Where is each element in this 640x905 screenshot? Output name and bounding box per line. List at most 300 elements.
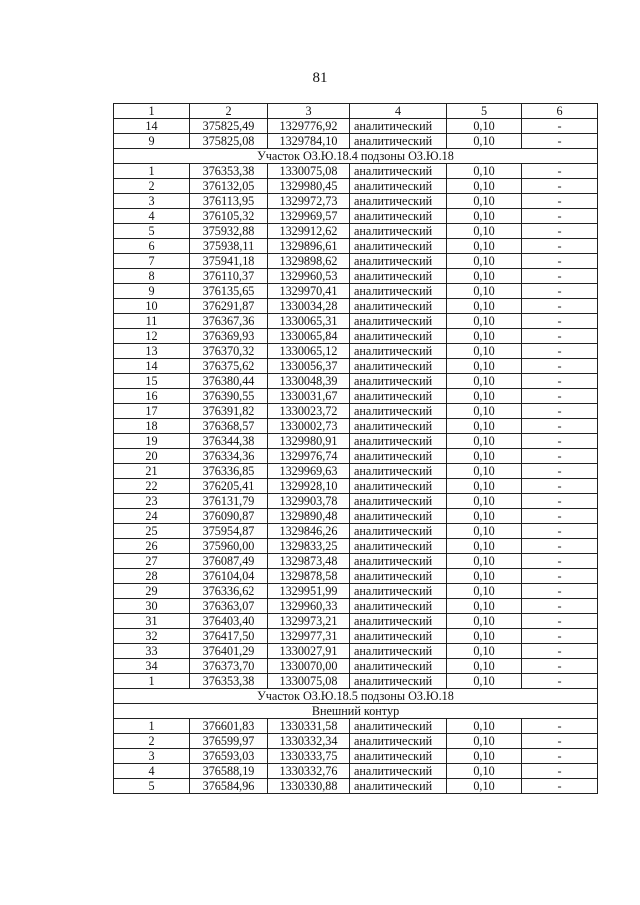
table-cell: 1329973,21 bbox=[268, 614, 350, 629]
header-cell: 2 bbox=[190, 104, 268, 119]
table-cell: 376087,49 bbox=[190, 554, 268, 569]
table-cell: - bbox=[522, 209, 598, 224]
table-cell: - bbox=[522, 314, 598, 329]
table-cell: - bbox=[522, 389, 598, 404]
table-cell: - bbox=[522, 419, 598, 434]
coordinates-table bbox=[113, 103, 598, 794]
table-cell: аналитический bbox=[350, 194, 447, 209]
table-cell: - bbox=[522, 119, 598, 134]
table-cell: - bbox=[522, 599, 598, 614]
table-cell: 1330332,76 bbox=[268, 764, 350, 779]
table-cell: 376375,62 bbox=[190, 359, 268, 374]
table-cell: 0,10 bbox=[447, 569, 522, 584]
table-cell: 376131,79 bbox=[190, 494, 268, 509]
header-cell: 3 bbox=[268, 104, 350, 119]
table-cell: 16 bbox=[114, 389, 190, 404]
table-cell: 1329980,45 bbox=[268, 179, 350, 194]
table-cell: 376380,44 bbox=[190, 374, 268, 389]
table-cell: аналитический bbox=[350, 419, 447, 434]
table-cell: 19 bbox=[114, 434, 190, 449]
table-cell: 376105,32 bbox=[190, 209, 268, 224]
table-cell: аналитический bbox=[350, 749, 447, 764]
table-cell: 23 bbox=[114, 494, 190, 509]
table-row bbox=[114, 779, 598, 794]
table-cell: 1329903,78 bbox=[268, 494, 350, 509]
table-cell: - bbox=[522, 224, 598, 239]
table-cell: аналитический bbox=[350, 134, 447, 149]
table-cell: 10 bbox=[114, 299, 190, 314]
section-heading-row bbox=[114, 149, 598, 164]
table-cell: 1329833,25 bbox=[268, 539, 350, 554]
table-cell: - bbox=[522, 134, 598, 149]
table-cell: 1329951,99 bbox=[268, 584, 350, 599]
table-cell: - bbox=[522, 194, 598, 209]
table-cell: 0,10 bbox=[447, 764, 522, 779]
table-cell: 6 bbox=[114, 239, 190, 254]
table-cell: аналитический bbox=[350, 539, 447, 554]
table-cell: 34 bbox=[114, 659, 190, 674]
page-number: 81 bbox=[312, 70, 328, 86]
table-cell: аналитический bbox=[350, 119, 447, 134]
table-cell: 0,10 bbox=[447, 584, 522, 599]
table-cell: 12 bbox=[114, 329, 190, 344]
table-cell: 27 bbox=[114, 554, 190, 569]
table-cell: 0,10 bbox=[447, 224, 522, 239]
table-cell: аналитический bbox=[350, 569, 447, 584]
table-row bbox=[114, 674, 598, 689]
table-cell: 0,10 bbox=[447, 239, 522, 254]
table-cell: 375941,18 bbox=[190, 254, 268, 269]
table-cell: 376391,82 bbox=[190, 404, 268, 419]
table-cell: 1330065,12 bbox=[268, 344, 350, 359]
table-cell: 1329972,73 bbox=[268, 194, 350, 209]
table-cell: 28 bbox=[114, 569, 190, 584]
table-cell: аналитический bbox=[350, 239, 447, 254]
header-cell: 4 bbox=[350, 104, 447, 119]
table-cell: 14 bbox=[114, 359, 190, 374]
table-cell: 1330331,58 bbox=[268, 719, 350, 734]
table-row bbox=[114, 629, 598, 644]
table-cell: - bbox=[522, 749, 598, 764]
table-cell: 25 bbox=[114, 524, 190, 539]
table-cell: 1329846,26 bbox=[268, 524, 350, 539]
table-row bbox=[114, 554, 598, 569]
table-cell: 0,10 bbox=[447, 269, 522, 284]
table-header-row bbox=[114, 104, 598, 119]
table-row bbox=[114, 374, 598, 389]
table-cell: 9 bbox=[114, 284, 190, 299]
table-cell: аналитический bbox=[350, 209, 447, 224]
table-cell: 26 bbox=[114, 539, 190, 554]
table-cell: 376135,65 bbox=[190, 284, 268, 299]
table-cell: 11 bbox=[114, 314, 190, 329]
table-cell: 0,10 bbox=[447, 179, 522, 194]
table-cell: 2 bbox=[114, 179, 190, 194]
table-cell: 376132,05 bbox=[190, 179, 268, 194]
section-heading-row bbox=[114, 689, 598, 704]
table-cell: 376368,57 bbox=[190, 419, 268, 434]
table-cell: 0,10 bbox=[447, 299, 522, 314]
table-cell: 33 bbox=[114, 644, 190, 659]
table-cell: аналитический bbox=[350, 344, 447, 359]
table-cell: 376334,36 bbox=[190, 449, 268, 464]
table-cell: 0,10 bbox=[447, 209, 522, 224]
table-row bbox=[114, 749, 598, 764]
table-cell: аналитический bbox=[350, 584, 447, 599]
table-cell: 376593,03 bbox=[190, 749, 268, 764]
table-cell: 20 bbox=[114, 449, 190, 464]
table-cell: 0,10 bbox=[447, 344, 522, 359]
table-cell: 376584,96 bbox=[190, 779, 268, 794]
table-cell: 0,10 bbox=[447, 449, 522, 464]
table-cell: 0,10 bbox=[447, 479, 522, 494]
table-cell: 30 bbox=[114, 599, 190, 614]
table-cell: 0,10 bbox=[447, 749, 522, 764]
table-cell: 1329977,31 bbox=[268, 629, 350, 644]
table-cell: - bbox=[522, 299, 598, 314]
table-cell: - bbox=[522, 629, 598, 644]
table-cell: 0,10 bbox=[447, 389, 522, 404]
table-cell: 0,10 bbox=[447, 629, 522, 644]
table-cell: 3 bbox=[114, 749, 190, 764]
table-cell: 376367,36 bbox=[190, 314, 268, 329]
table-cell: 376353,38 bbox=[190, 674, 268, 689]
table-cell: 375954,87 bbox=[190, 524, 268, 539]
table-row bbox=[114, 509, 598, 524]
table-cell: 376588,19 bbox=[190, 764, 268, 779]
table-cell: 8 bbox=[114, 269, 190, 284]
table-cell: 0,10 bbox=[447, 314, 522, 329]
table-cell: - bbox=[522, 479, 598, 494]
table-cell: 376599,97 bbox=[190, 734, 268, 749]
table-cell: 1329976,74 bbox=[268, 449, 350, 464]
table-cell: аналитический bbox=[350, 554, 447, 569]
table-cell: 1330070,00 bbox=[268, 659, 350, 674]
table-row bbox=[114, 284, 598, 299]
table-cell: 24 bbox=[114, 509, 190, 524]
table-cell: 376353,38 bbox=[190, 164, 268, 179]
table-cell: 9 bbox=[114, 134, 190, 149]
table-cell: 1 bbox=[114, 719, 190, 734]
table-cell: аналитический bbox=[350, 479, 447, 494]
table-cell: 1330065,31 bbox=[268, 314, 350, 329]
table-cell: аналитический bbox=[350, 434, 447, 449]
table-cell: аналитический bbox=[350, 734, 447, 749]
table-cell: аналитический bbox=[350, 494, 447, 509]
table-cell: 0,10 bbox=[447, 494, 522, 509]
table-row bbox=[114, 764, 598, 779]
table-cell: 21 bbox=[114, 464, 190, 479]
table-row bbox=[114, 194, 598, 209]
table-cell: 1329960,33 bbox=[268, 599, 350, 614]
table-cell: - bbox=[522, 284, 598, 299]
table-cell: 375938,11 bbox=[190, 239, 268, 254]
table-cell: - bbox=[522, 329, 598, 344]
table-cell: 1329878,58 bbox=[268, 569, 350, 584]
table-row bbox=[114, 734, 598, 749]
table-cell: 0,10 bbox=[447, 719, 522, 734]
table-cell: аналитический bbox=[350, 389, 447, 404]
table-cell: аналитический bbox=[350, 674, 447, 689]
table-cell: 1330075,08 bbox=[268, 674, 350, 689]
table-cell: - bbox=[522, 674, 598, 689]
table-row bbox=[114, 479, 598, 494]
table-cell: 0,10 bbox=[447, 404, 522, 419]
table-cell: 1 bbox=[114, 674, 190, 689]
table-row bbox=[114, 539, 598, 554]
table-row bbox=[114, 599, 598, 614]
table-cell: - bbox=[522, 764, 598, 779]
table-cell: 375825,08 bbox=[190, 134, 268, 149]
table-cell: 0,10 bbox=[447, 644, 522, 659]
table-cell: 0,10 bbox=[447, 674, 522, 689]
table-cell: аналитический bbox=[350, 614, 447, 629]
table-cell: 376205,41 bbox=[190, 479, 268, 494]
table-cell: - bbox=[522, 734, 598, 749]
table-cell: 32 bbox=[114, 629, 190, 644]
table-cell: 17 bbox=[114, 404, 190, 419]
table-cell: 376417,50 bbox=[190, 629, 268, 644]
table-cell: 18 bbox=[114, 419, 190, 434]
table-cell: аналитический bbox=[350, 509, 447, 524]
table-row bbox=[114, 449, 598, 464]
table-cell: 0,10 bbox=[447, 134, 522, 149]
header-cell: 6 bbox=[522, 104, 598, 119]
table-cell: 5 bbox=[114, 779, 190, 794]
table-cell: 376369,93 bbox=[190, 329, 268, 344]
table-cell: 0,10 bbox=[447, 194, 522, 209]
table-cell: 0,10 bbox=[447, 254, 522, 269]
table-cell: 1329784,10 bbox=[268, 134, 350, 149]
table-cell: 376090,87 bbox=[190, 509, 268, 524]
table-cell: 0,10 bbox=[447, 374, 522, 389]
table-cell: - bbox=[522, 254, 598, 269]
table-row bbox=[114, 314, 598, 329]
table-cell: - bbox=[522, 374, 598, 389]
table-cell: аналитический bbox=[350, 779, 447, 794]
table-cell: аналитический bbox=[350, 374, 447, 389]
table-row bbox=[114, 434, 598, 449]
table-cell: 1330023,72 bbox=[268, 404, 350, 419]
table-cell: 1330056,37 bbox=[268, 359, 350, 374]
table-cell: 376401,29 bbox=[190, 644, 268, 659]
table-row bbox=[114, 644, 598, 659]
table-row bbox=[114, 524, 598, 539]
table-cell: аналитический bbox=[350, 164, 447, 179]
table-cell: 1329912,62 bbox=[268, 224, 350, 239]
table-cell: - bbox=[522, 449, 598, 464]
table-cell: аналитический bbox=[350, 359, 447, 374]
table-row bbox=[114, 614, 598, 629]
table-row bbox=[114, 659, 598, 674]
table-row bbox=[114, 164, 598, 179]
table-row bbox=[114, 719, 598, 734]
table-cell: 376370,32 bbox=[190, 344, 268, 359]
table-row bbox=[114, 494, 598, 509]
table-cell: 1329969,57 bbox=[268, 209, 350, 224]
table-cell: 1329969,63 bbox=[268, 464, 350, 479]
table-cell: 376336,62 bbox=[190, 584, 268, 599]
table-cell: 1329873,48 bbox=[268, 554, 350, 569]
table-cell: 1330048,39 bbox=[268, 374, 350, 389]
table-cell: - bbox=[522, 179, 598, 194]
header-cell: 5 bbox=[447, 104, 522, 119]
table-cell: 1330002,73 bbox=[268, 419, 350, 434]
table-row bbox=[114, 119, 598, 134]
table-cell: аналитический bbox=[350, 179, 447, 194]
table-cell: 1330034,28 bbox=[268, 299, 350, 314]
table-cell: 376344,38 bbox=[190, 434, 268, 449]
table-cell: 1 bbox=[114, 164, 190, 179]
table-cell: 1329896,61 bbox=[268, 239, 350, 254]
table-cell: 376363,07 bbox=[190, 599, 268, 614]
section-heading: Участок ОЗ.Ю.18.4 подзоны ОЗ.Ю.18 bbox=[114, 149, 598, 164]
table-cell: аналитический bbox=[350, 644, 447, 659]
table-cell: - bbox=[522, 509, 598, 524]
table-cell: аналитический bbox=[350, 299, 447, 314]
table-row bbox=[114, 389, 598, 404]
table-cell: - bbox=[522, 359, 598, 374]
table-cell: 1329970,41 bbox=[268, 284, 350, 299]
table-cell: 376601,83 bbox=[190, 719, 268, 734]
table-cell: - bbox=[522, 344, 598, 359]
table-cell: аналитический bbox=[350, 254, 447, 269]
table-cell: - bbox=[522, 554, 598, 569]
table-cell: - bbox=[522, 404, 598, 419]
table-cell: - bbox=[522, 164, 598, 179]
section-heading: Участок ОЗ.Ю.18.5 подзоны ОЗ.Ю.18 bbox=[114, 689, 598, 704]
table-cell: аналитический bbox=[350, 224, 447, 239]
table-cell: 376291,87 bbox=[190, 299, 268, 314]
table-cell: - bbox=[522, 779, 598, 794]
table-cell: 0,10 bbox=[447, 164, 522, 179]
table-cell: аналитический bbox=[350, 599, 447, 614]
table-cell: 0,10 bbox=[447, 119, 522, 134]
table-cell: 4 bbox=[114, 764, 190, 779]
table-cell: 375825,49 bbox=[190, 119, 268, 134]
table-cell: 7 bbox=[114, 254, 190, 269]
table-row bbox=[114, 134, 598, 149]
table-cell: 0,10 bbox=[447, 359, 522, 374]
coordinates-table-body bbox=[114, 104, 598, 794]
table-cell: аналитический bbox=[350, 719, 447, 734]
table-cell: 22 bbox=[114, 479, 190, 494]
table-cell: 0,10 bbox=[447, 734, 522, 749]
table-cell: - bbox=[522, 719, 598, 734]
table-cell: 0,10 bbox=[447, 524, 522, 539]
table-cell: аналитический bbox=[350, 449, 447, 464]
table-cell: - bbox=[522, 269, 598, 284]
table-cell: - bbox=[522, 464, 598, 479]
table-cell: 1329928,10 bbox=[268, 479, 350, 494]
table-cell: 1329898,62 bbox=[268, 254, 350, 269]
table-cell: 1329960,53 bbox=[268, 269, 350, 284]
table-row bbox=[114, 404, 598, 419]
table-row bbox=[114, 179, 598, 194]
table-cell: 375960,00 bbox=[190, 539, 268, 554]
table-cell: - bbox=[522, 239, 598, 254]
table-cell: аналитический bbox=[350, 629, 447, 644]
table-cell: 0,10 bbox=[447, 779, 522, 794]
table-cell: аналитический bbox=[350, 764, 447, 779]
table-cell: 0,10 bbox=[447, 659, 522, 674]
table-cell: - bbox=[522, 644, 598, 659]
section-heading: Внешний контур bbox=[114, 704, 598, 719]
table-cell: 0,10 bbox=[447, 509, 522, 524]
table-cell: - bbox=[522, 434, 598, 449]
table-cell: 3 bbox=[114, 194, 190, 209]
table-cell: 4 bbox=[114, 209, 190, 224]
table-cell: 375932,88 bbox=[190, 224, 268, 239]
table-cell: 0,10 bbox=[447, 284, 522, 299]
table-cell: 0,10 bbox=[447, 419, 522, 434]
table-cell: аналитический bbox=[350, 329, 447, 344]
table-cell: 376403,40 bbox=[190, 614, 268, 629]
table-cell: 0,10 bbox=[447, 464, 522, 479]
table-cell: 1330330,88 bbox=[268, 779, 350, 794]
table-cell: 1330332,34 bbox=[268, 734, 350, 749]
table-row bbox=[114, 464, 598, 479]
table-row bbox=[114, 254, 598, 269]
table-cell: 376110,37 bbox=[190, 269, 268, 284]
table-cell: - bbox=[522, 569, 598, 584]
table-cell: 1330075,08 bbox=[268, 164, 350, 179]
table-cell: аналитический bbox=[350, 659, 447, 674]
table-cell: 1329980,91 bbox=[268, 434, 350, 449]
table-cell: 1329776,92 bbox=[268, 119, 350, 134]
table-cell: аналитический bbox=[350, 314, 447, 329]
table-cell: 5 bbox=[114, 224, 190, 239]
table-cell: - bbox=[522, 539, 598, 554]
table-cell: 0,10 bbox=[447, 539, 522, 554]
header-cell: 1 bbox=[114, 104, 190, 119]
table-row bbox=[114, 299, 598, 314]
table-cell: аналитический bbox=[350, 464, 447, 479]
table-cell: 1330333,75 bbox=[268, 749, 350, 764]
table-cell: 1329890,48 bbox=[268, 509, 350, 524]
table-row bbox=[114, 269, 598, 284]
table-cell: аналитический bbox=[350, 524, 447, 539]
table-cell: 1330065,84 bbox=[268, 329, 350, 344]
table-row bbox=[114, 359, 598, 374]
table-cell: 0,10 bbox=[447, 329, 522, 344]
table-cell: 376104,04 bbox=[190, 569, 268, 584]
table-row bbox=[114, 584, 598, 599]
table-cell: аналитический bbox=[350, 269, 447, 284]
table-row bbox=[114, 224, 598, 239]
table-cell: - bbox=[522, 614, 598, 629]
table-cell: аналитический bbox=[350, 404, 447, 419]
table-cell: - bbox=[522, 659, 598, 674]
table-cell: 2 bbox=[114, 734, 190, 749]
table-cell: - bbox=[522, 524, 598, 539]
table-cell: 13 bbox=[114, 344, 190, 359]
table-cell: 29 bbox=[114, 584, 190, 599]
table-cell: 0,10 bbox=[447, 554, 522, 569]
section-heading-row bbox=[114, 704, 598, 719]
table-cell: 14 bbox=[114, 119, 190, 134]
table-cell: 376113,95 bbox=[190, 194, 268, 209]
table-cell: 1330027,91 bbox=[268, 644, 350, 659]
table-cell: аналитический bbox=[350, 284, 447, 299]
table-cell: 0,10 bbox=[447, 614, 522, 629]
table-cell: - bbox=[522, 584, 598, 599]
table-cell: 15 bbox=[114, 374, 190, 389]
table-row bbox=[114, 329, 598, 344]
table-cell: 0,10 bbox=[447, 434, 522, 449]
table-cell: 31 bbox=[114, 614, 190, 629]
table-row bbox=[114, 344, 598, 359]
